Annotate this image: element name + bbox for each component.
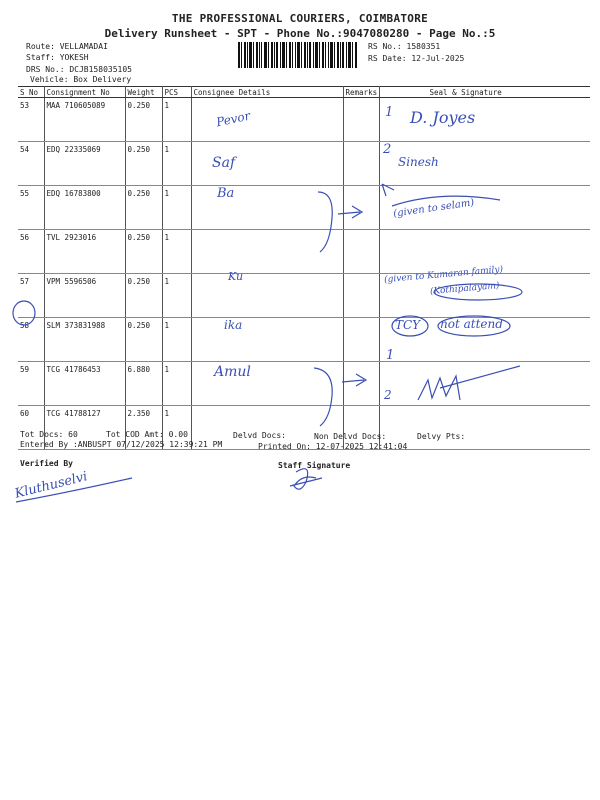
cell-pcs: 1 <box>162 142 191 186</box>
vehicle-label: Vehicle: Box Delivery <box>30 75 132 84</box>
cell-consignment: TCG 41786453 <box>44 362 125 406</box>
cell-consignment: EDQ 16783800 <box>44 186 125 230</box>
barcode <box>238 42 358 68</box>
col-header-weight: Weight <box>125 87 162 98</box>
handwritten-consignee-59: Amul <box>214 364 251 380</box>
cell-consignment: VPM 5596506 <box>44 274 125 318</box>
route-label: Route: VELLAMADAI <box>26 42 108 51</box>
cell-remarks <box>343 186 379 230</box>
cell-weight: 0.250 <box>125 274 162 318</box>
cell-seal <box>379 406 590 450</box>
handwritten-consignee-53: Pevor <box>214 108 252 130</box>
cell-consignment: EDQ 22335069 <box>44 142 125 186</box>
total-cod-amount: Tot COD Amt: 0.00 <box>106 430 188 439</box>
handwritten-signature-57-line2: (Kothipalayam) <box>429 280 500 298</box>
cell-weight: 0.250 <box>125 186 162 230</box>
runsheet-subtitle: Delivery Runsheet - SPT - Phone No.:9047080280 - Page No.:5 <box>104 27 496 40</box>
cell-consignment: TCG 41788127 <box>44 406 125 450</box>
cell-pcs: 1 <box>162 274 191 318</box>
printed-on: Printed On: 12-07-2025 12:41:04 <box>258 442 408 451</box>
company-title: THE PROFESSIONAL COURIERS, COIMBATORE <box>171 12 429 25</box>
handwritten-signature-58: TCY <box>395 318 421 332</box>
cell-sno: 54 <box>18 142 44 186</box>
handwritten-signature-55: (given to selam) <box>392 197 475 220</box>
drs-number: DRS No.: DCJB158035105 <box>26 65 132 74</box>
col-header-seal: Seal & Signature <box>379 87 590 98</box>
rs-number: RS No.: 1580351 <box>368 42 441 51</box>
table-row <box>18 142 590 186</box>
cell-remarks <box>343 98 379 142</box>
runsheet-table <box>18 86 590 450</box>
cell-weight: 0.250 <box>125 318 162 362</box>
cell-remarks <box>343 362 379 406</box>
cell-sno: 57 <box>18 274 44 318</box>
cell-pcs: 1 <box>162 362 191 406</box>
total-docs: Tot Docs: 60 <box>20 430 78 439</box>
cell-sno: 58 <box>18 318 44 362</box>
cell-sno: 59 <box>18 362 44 406</box>
handwritten-consignee-54: Saf <box>212 155 236 171</box>
handwritten-number-60: 2 <box>384 388 392 402</box>
handwritten-remark-58: not attend <box>440 317 503 331</box>
table-row <box>18 230 590 274</box>
delivery-points: Delvy Pts: <box>417 432 466 441</box>
cell-pcs: 1 <box>162 318 191 362</box>
table-row <box>18 362 590 406</box>
handwritten-signature-53: D. Joyes <box>410 108 476 127</box>
handwritten-consignee-58: ika <box>224 318 243 332</box>
cell-weight: 2.350 <box>125 406 162 450</box>
table-row <box>18 186 590 230</box>
handwritten-signature-54: Sinesh <box>398 155 439 169</box>
table-header-row <box>18 87 590 98</box>
cell-pcs: 1 <box>162 230 191 274</box>
cell-sno: 56 <box>18 230 44 274</box>
cell-consignee <box>191 186 343 230</box>
cell-weight: 0.250 <box>125 142 162 186</box>
cell-consignment: MAA 710605089 <box>44 98 125 142</box>
non-delivered-docs: Non Delvd Docs: <box>314 432 387 441</box>
cell-weight: 0.250 <box>125 230 162 274</box>
handwritten-signature-57: (given to Kumaran family) <box>383 264 504 286</box>
table-row <box>18 274 590 318</box>
handwritten-consignee-55: Ba <box>217 186 235 201</box>
cell-consignee <box>191 98 343 142</box>
cell-consignee <box>191 318 343 362</box>
cell-remarks <box>343 142 379 186</box>
cell-consignment: SLM 373831988 <box>44 318 125 362</box>
cell-sno: 55 <box>18 186 44 230</box>
cell-weight: 6.880 <box>125 362 162 406</box>
cell-pcs: 1 <box>162 98 191 142</box>
cell-consignee <box>191 274 343 318</box>
col-header-sno: S No <box>18 87 44 98</box>
cell-remarks <box>343 274 379 318</box>
handwritten-consignee-57: Ku <box>228 270 244 283</box>
staff-label: Staff: YOKESH <box>26 53 89 62</box>
table-row <box>18 98 590 142</box>
entered-by: Entered By :ANBUSPT 07/12/2025 12:39:21 PM <box>20 440 223 449</box>
handwritten-number-53: 1 <box>385 105 394 120</box>
col-header-consignment: Consignment No <box>44 87 125 98</box>
delivered-docs: Delvd Docs: <box>233 431 286 440</box>
cell-sno: 53 <box>18 98 44 142</box>
cell-weight: 0.250 <box>125 98 162 142</box>
cell-pcs: 1 <box>162 406 191 450</box>
cell-remarks <box>343 230 379 274</box>
staff-signature-label: Staff Signature <box>278 461 351 470</box>
cell-consignee <box>191 230 343 274</box>
verified-by-label: Verified By <box>20 459 73 468</box>
handwritten-number-59: 1 <box>386 348 395 363</box>
col-header-remarks: Remarks <box>343 87 379 98</box>
col-header-pcs: PCS <box>162 87 191 98</box>
verified-by-signature: Kluthuselvi <box>13 469 89 502</box>
cell-pcs: 1 <box>162 186 191 230</box>
col-header-consignee: Consignee Details <box>191 87 343 98</box>
cell-consignment: TVL 2923016 <box>44 230 125 274</box>
cell-sno: 60 <box>18 406 44 450</box>
handwritten-number-54: 2 <box>383 142 392 157</box>
table-row <box>18 318 590 362</box>
cell-remarks <box>343 318 379 362</box>
rs-date: RS Date: 12-Jul-2025 <box>368 54 465 63</box>
cell-seal <box>379 362 590 406</box>
